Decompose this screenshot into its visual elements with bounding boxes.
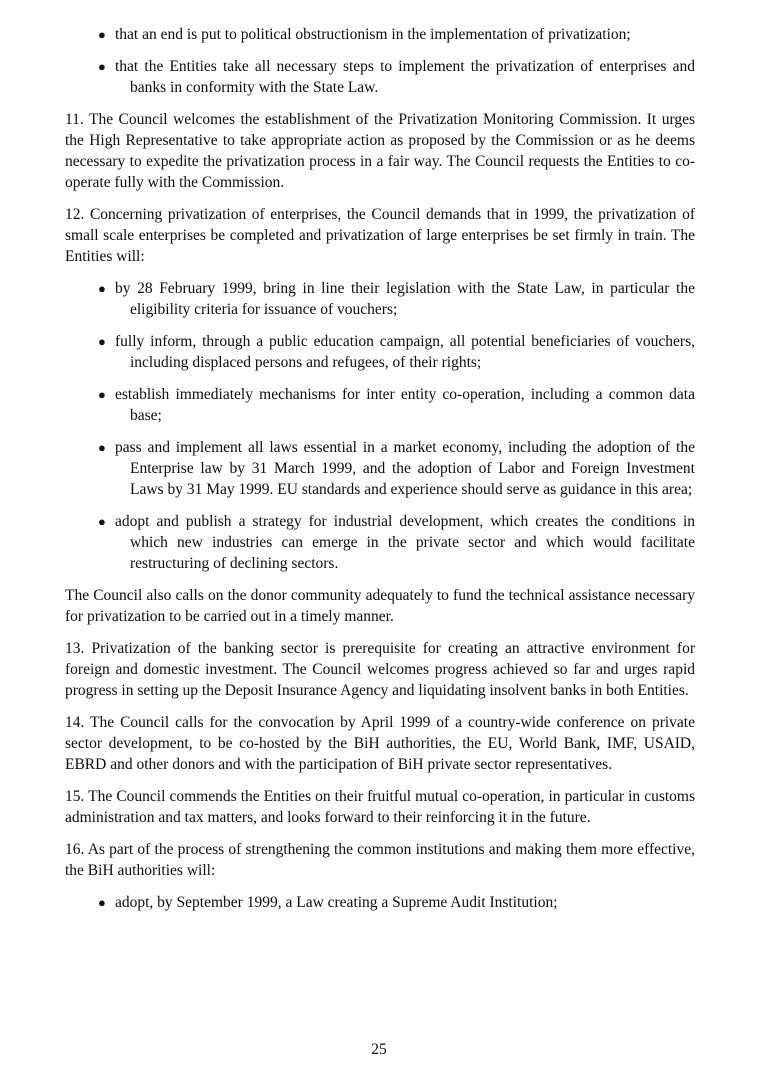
paragraph-12: 12. Concerning privatization of enterprises, the Council demands that in 1999, the privatization of small scale enterprises be completed and privatization of large enterprises be set firmly in train. The Entities will:	[65, 206, 695, 265]
bullet-item	[65, 437, 695, 500]
paragraph-13: 13. Privatization of the banking sector is prerequisite for creating an attractive environment for foreign and domestic investment. The Council welcomes progress achieved so far and urges rapid progress in setting up the Deposit Insurance Agency and liquidating insolvent banks in both Entities.	[65, 640, 695, 699]
bullet-icon: ●	[98, 514, 106, 529]
bullet-text: fully inform, through a public education campaign, all potential beneficiaries of vouchers, including displaced persons and refugees, of their rights;	[115, 333, 695, 371]
paragraph-16: 16. As part of the process of strengthening the common institutions and making them more effective, the BiH authorities will:	[65, 841, 695, 879]
paragraph-donor: The Council also calls on the donor community adequately to fund the technical assistance necessary for privatization to be carried out in a timely manner.	[65, 587, 695, 625]
bullet-item	[65, 892, 695, 913]
bullet-item	[65, 384, 695, 426]
bullet-text: adopt, by September 1999, a Law creating a Supreme Audit Institution;	[115, 894, 558, 911]
bullet-text: that the Entities take all necessary steps to implement the privatization of enterprises and banks in conformity with the State Law.	[115, 58, 695, 96]
bullet-icon: ●	[98, 334, 106, 349]
bullet-text: pass and implement all laws essential in a market economy, including the adoption of the Enterprise law by 31 March 1999, and the adoption of Labor and Foreign Investment Laws by 31 May 1999. EU standards and experience should serve as guidance in this area;	[115, 439, 695, 498]
paragraph-15: 15. The Council commends the Entities on their fruitful mutual co-operation, in particular in customs administration and tax matters, and looks forward to their reinforcing it in the future.	[65, 788, 695, 826]
bullet-text: adopt and publish a strategy for industrial development, which creates the conditions in which new industries can emerge in the private sector and which would facilitate restructuring of declining sectors.	[115, 513, 695, 572]
bullet-text: establish immediately mechanisms for inter entity co-operation, including a common data base;	[115, 386, 695, 424]
bullet-item	[65, 331, 695, 373]
bullet-text: by 28 February 1999, bring in line their legislation with the State Law, in particular the eligibility criteria for issuance of vouchers;	[115, 280, 695, 318]
bullet-icon: ●	[98, 59, 106, 74]
bullet-item	[65, 24, 695, 45]
paragraph-11: 11. The Council welcomes the establishment of the Privatization Monitoring Commission. It urges the High Representative to take appropriate action as proposed by the Commission or as he deems necessary to expedite the privatization process in a fair way. The Council requests the Entities to co-operate fully with the Commission.	[65, 111, 695, 191]
bullet-item	[65, 511, 695, 574]
page-number: 25	[371, 1041, 387, 1058]
bullet-item	[65, 278, 695, 320]
bullet-icon: ●	[98, 895, 106, 910]
bullet-item	[65, 56, 695, 98]
bullet-icon: ●	[98, 440, 106, 455]
paragraph-14: 14. The Council calls for the convocation by April 1999 of a country-wide conference on private sector development, to be co-hosted by the BiH authorities, the EU, World Bank, IMF, USAID, EBRD and other donors and with the participation of BiH private sector representatives.	[65, 714, 695, 773]
bullet-icon: ●	[98, 27, 106, 42]
bullet-icon: ●	[98, 387, 106, 402]
bullet-text: that an end is put to political obstructionism in the implementation of privatization;	[115, 26, 631, 43]
bullet-icon: ●	[98, 281, 106, 296]
